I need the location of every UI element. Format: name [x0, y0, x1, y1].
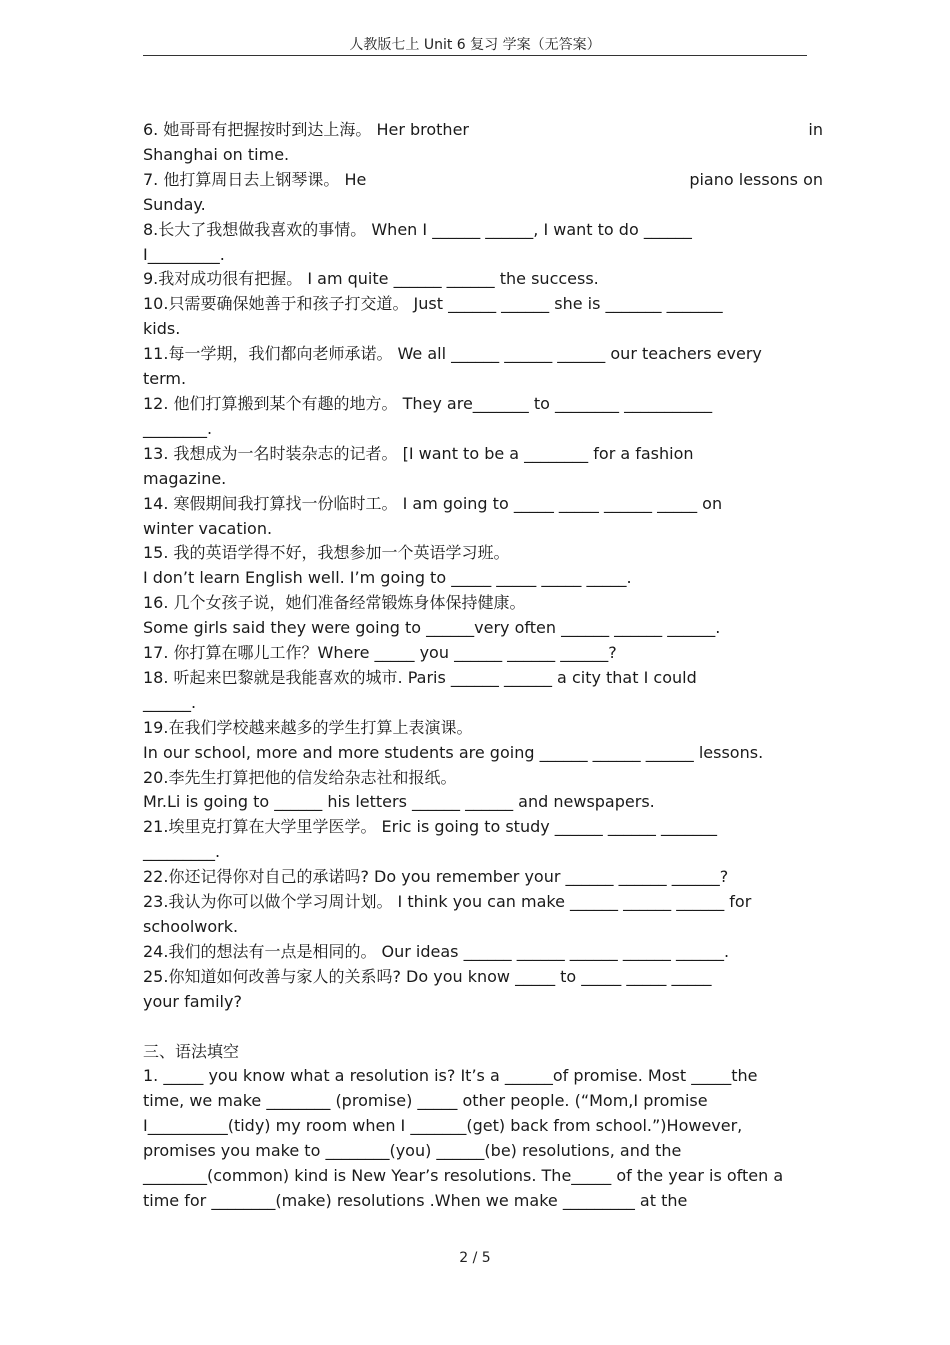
passage-line: ________(common) kind is New Year’s resolutions. The_____ of the year is often a [143, 1166, 784, 1186]
exercise-7-line-2 [143, 193, 823, 218]
exercise-text: 20.李先生打算把他的信发给杂志社和报纸。 [143, 767, 457, 787]
exercise-6-line-2 [143, 143, 823, 168]
exercise-20-line-1 [143, 766, 823, 791]
exercise-text: In our school, more and more students are going ______ ______ ______ lessons. [143, 742, 764, 762]
exercise-9-line-1 [143, 267, 823, 292]
exercise-23-line-2 [143, 915, 823, 940]
exercise-text: 16. 几个女孩子说，她们准备经常锻炼身体保持健康。 [143, 593, 526, 613]
exercise-text: 19.在我们学校越来越多的学生打算上表演课。 [143, 717, 473, 737]
exercise-text: I_________. [143, 244, 225, 264]
exercise-text: 22.你还记得你对自己的承诺吗? Do you remember your ______ ______ ______? [143, 867, 729, 887]
exercise-21-line-1 [143, 815, 823, 840]
exercise-text: 25.你知道如何改善与家人的关系吗? Do you know _____ to _____ _____ _____ [143, 966, 712, 986]
exercise-12-line-1 [143, 392, 823, 417]
exercise-13-line-2 [143, 467, 823, 492]
exercise-13-line-1 [143, 442, 823, 467]
exercise-text: piano lessons on [689, 169, 823, 189]
passage-line: time, we make ________ (promise) _____ other people. (“Mom,I promise [143, 1091, 708, 1111]
passage-line: 1. _____ you know what a resolution is? It’s a ______of promise. Most _____the [143, 1066, 758, 1086]
exercise-text: 21.埃里克打算在大学里学医学。 Eric is going to study ______ ______ _______ [143, 817, 717, 837]
exercise-23-line-1 [143, 890, 823, 915]
exercise-22-line-1 [143, 865, 823, 890]
exercise-18-line-1 [143, 666, 823, 691]
passage-line: I__________(tidy) my room when I _______(get) back from school.”)However, [143, 1116, 743, 1136]
header-rule [143, 55, 807, 56]
exercise-10-line-2 [143, 317, 823, 342]
exercise-24-line-1 [143, 940, 823, 965]
exercise-text: schoolwork. [143, 917, 239, 936]
exercise-text: 18. 听起来巴黎就是我能喜欢的城市. Paris ______ ______ a city that I could [143, 667, 697, 687]
exercise-text: 6. 她哥哥有把握按时到达上海。 Her brother [143, 120, 469, 139]
exercise-text: 15. 我的英语学得不好，我想参加一个英语学习班。 [143, 543, 510, 563]
exercise-text: I don’t learn English well. I’m going to _____ _____ _____ _____. [143, 568, 632, 588]
exercise-text: Mr.Li is going to ______ his letters ______ ______ and newspapers. [143, 792, 655, 812]
exercise-text: 13. 我想成为一名时装杂志的记者。 [I want to be a ________ for a fashion [143, 443, 694, 463]
exercise-text: 17. 你打算在哪儿工作？Where _____ you ______ ______ ______? [143, 643, 617, 663]
exercise-text: term. [143, 369, 187, 389]
exercise-text: your family? [143, 991, 242, 1011]
exercise-10-line-1 [143, 292, 823, 317]
exercise-text: 8.长大了我想做我喜欢的事情。 When I ______ ______, I want to do ______ [143, 219, 692, 239]
exercise-19-line-1 [143, 716, 823, 741]
exercise-text: 23.我认为你可以做个学习周计划。 I think you can make ______ ______ ______ for [143, 892, 752, 912]
exercise-7-line-1 [143, 168, 823, 193]
exercise-15-line-1 [143, 541, 823, 566]
exercise-text: winter vacation. [143, 518, 273, 538]
exercise-12-line-2 [143, 417, 823, 442]
exercise-8-line-2 [143, 243, 823, 268]
section-title: 三、语法填空 [143, 1041, 240, 1061]
exercise-14-line-2 [143, 517, 823, 542]
exercise-text: kids. [143, 319, 181, 339]
exercise-20-line-2 [143, 790, 823, 815]
exercise-14-line-1 [143, 492, 823, 517]
exercise-text: Sunday. [143, 194, 206, 214]
exercise-text: 14. 寒假期间我打算找一份临时工。 I am going to _____ _____ ______ _____ on [143, 493, 723, 513]
exercise-text: 12. 他们打算搬到某个有趣的地方。 They are_______ to ________ ___________ [143, 393, 713, 413]
exercise-text: Some girls said they were going to ______very often ______ ______ ______. [143, 618, 721, 638]
exercise-25-line-2 [143, 990, 823, 1015]
exercise-6-line-1 [143, 118, 823, 143]
exercise-text: ______. [143, 692, 197, 712]
exercise-text: 7. 他打算周日去上钢琴课。 He [143, 169, 367, 189]
exercise-text: magazine. [143, 468, 227, 488]
exercise-8-line-1 [143, 218, 823, 243]
exercise-text: 24.我们的想法有一点是相同的。 Our ideas ______ ______ ______ ______ ______. [143, 941, 730, 961]
exercise-text: 9.我对成功很有把握。 I am quite ______ ______ the success. [143, 269, 599, 289]
exercise-16-line-1 [143, 591, 823, 616]
page-number: 2 / 5 [459, 1250, 491, 1266]
exercise-text: 11.每一学期，我们都向老师承诺。 We all ______ ______ ______ our teachers every [143, 344, 762, 364]
exercise-text: _________. [143, 842, 221, 862]
section-gap [143, 1015, 823, 1040]
exercise-text: Shanghai on time. [143, 144, 290, 164]
exercise-15-line-2 [143, 566, 823, 591]
exercise-text: ________. [143, 418, 213, 438]
page-header: 人教版七上 Unit 6 复习 学案（无答案） [349, 37, 601, 53]
document-body [143, 118, 823, 1214]
exercise-25-line-1 [143, 965, 823, 990]
exercise-text: 10.只需要确保她善于和孩子打交道。 Just ______ ______ she is _______ _______ [143, 294, 723, 314]
exercise-11-line-1 [143, 342, 823, 367]
exercise-11-line-2 [143, 367, 823, 392]
exercise-19-line-2 [143, 741, 823, 766]
exercise-16-line-2 [143, 616, 823, 641]
passage-line: time for ________(make) resolutions .When we make _________ at the [143, 1190, 688, 1210]
exercise-17-line-1 [143, 641, 823, 666]
exercise-21-line-2 [143, 840, 823, 865]
exercise-18-line-2 [143, 691, 823, 716]
exercise-text: in [808, 120, 823, 139]
passage-line: promises you make to ________(you) ______(be) resolutions, and the [143, 1141, 682, 1161]
